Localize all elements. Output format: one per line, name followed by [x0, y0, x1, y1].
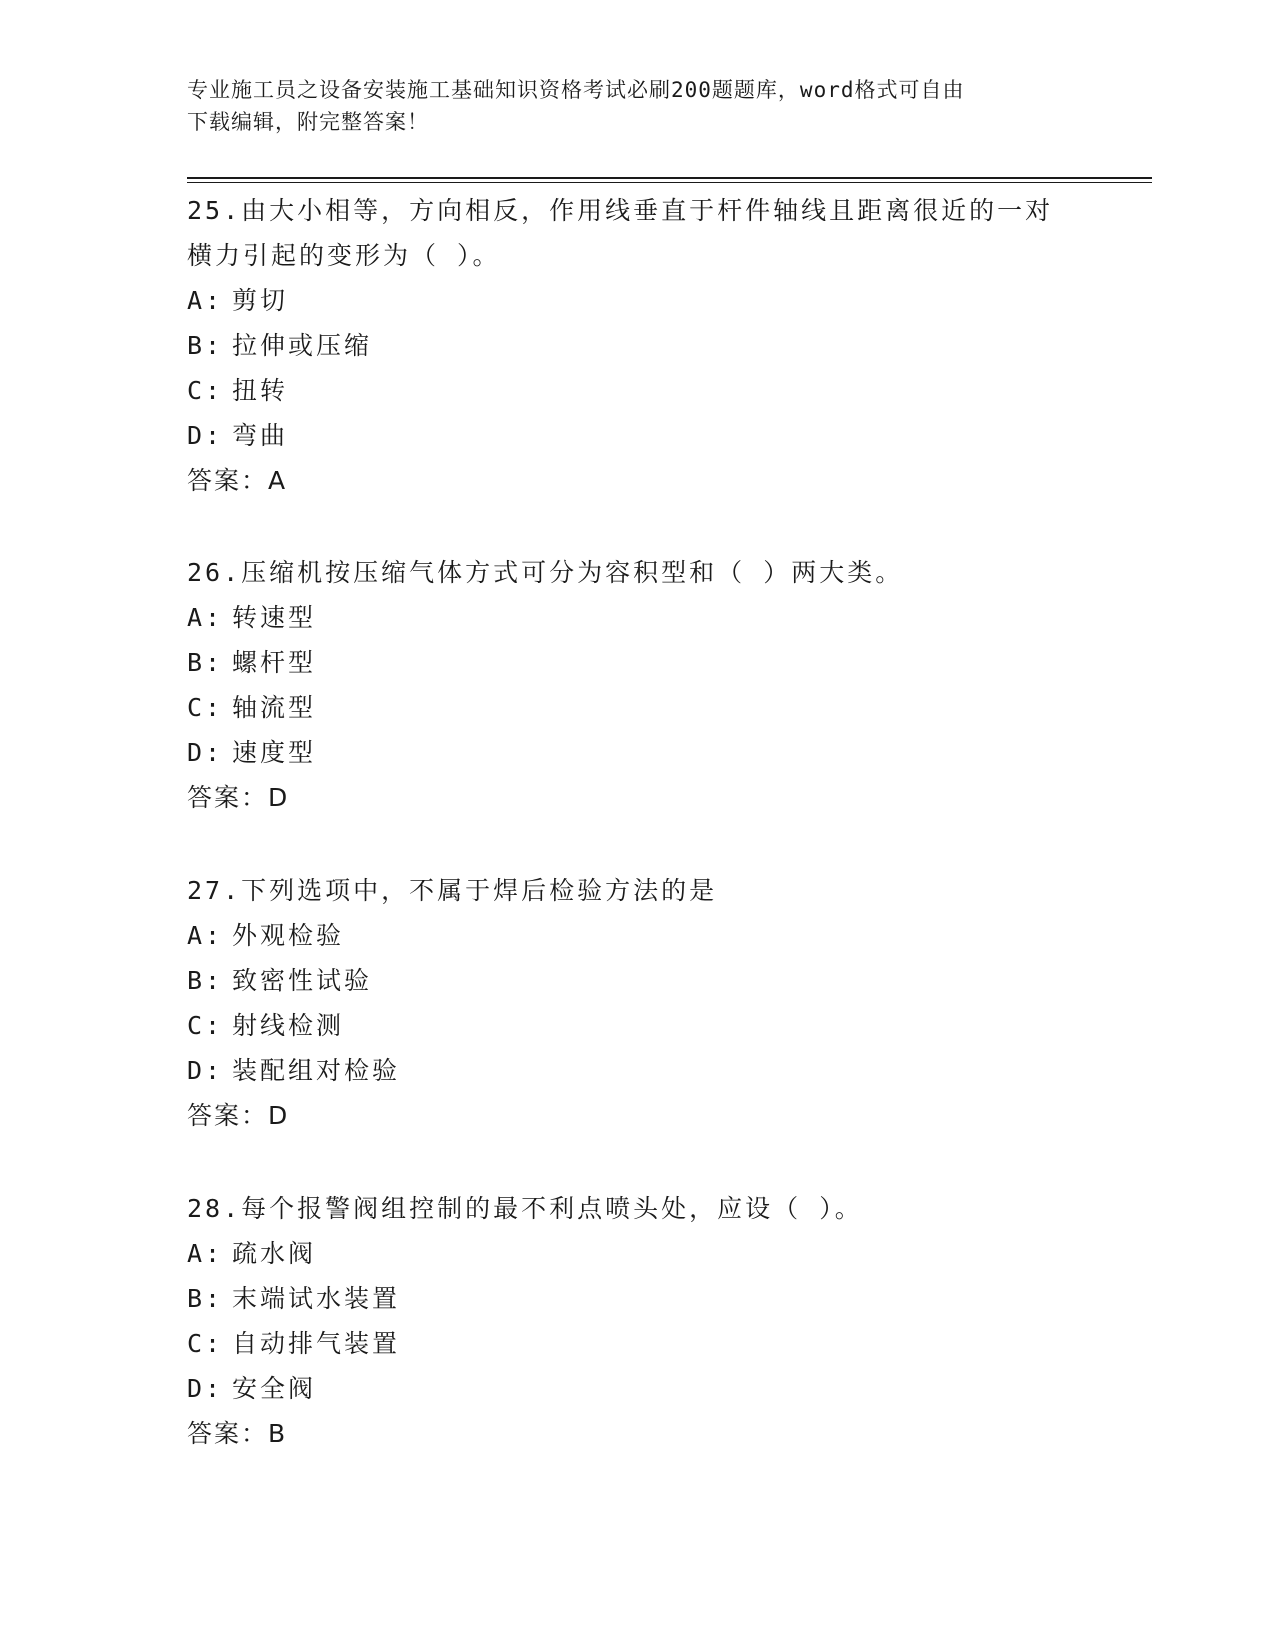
answer-line: 答案：A [187, 466, 288, 495]
question-stem-continued: 横力引起的变形为（ ）。 [187, 241, 501, 270]
option-a [187, 913, 1087, 958]
option-letter: D: [187, 1374, 224, 1403]
option-text: 疏水阀 [232, 1239, 317, 1268]
option-c [187, 1321, 1087, 1366]
option-letter: C: [187, 1011, 224, 1040]
option-text: 剪切 [232, 286, 289, 315]
option-letter: D: [187, 1056, 224, 1085]
option-text: 扭转 [232, 376, 289, 405]
option-b [187, 958, 1087, 1003]
question-stem: 26.压缩机按压缩气体方式可分为容积型和（ ）两大类。 [187, 558, 904, 587]
option-letter: B: [187, 331, 224, 360]
document-header [187, 74, 1087, 138]
question-stem: 25.由大小相等，方向相反，作用线垂直于杆件轴线且距离很近的一对 [187, 196, 1054, 225]
option-text: 转速型 [232, 603, 317, 632]
answer-line: 答案：B [187, 1419, 288, 1448]
option-letter: C: [187, 1329, 224, 1358]
option-letter: C: [187, 693, 224, 722]
header-line-1: 专业施工员之设备安装施工基础知识资格考试必刷200题题库，word格式可自由 [187, 78, 965, 102]
option-letter: A: [187, 921, 224, 950]
option-d [187, 1366, 1087, 1411]
option-text: 弯曲 [232, 421, 289, 450]
header-divider-thin [187, 182, 1152, 183]
option-letter: D: [187, 738, 224, 767]
option-text: 末端试水装置 [232, 1284, 401, 1313]
option-b [187, 1276, 1087, 1321]
question-27 [187, 868, 1087, 1138]
option-text: 致密性试验 [232, 966, 373, 995]
header-line-2: 下载编辑，附完整答案！ [187, 110, 429, 134]
option-text: 速度型 [232, 738, 317, 767]
option-c [187, 368, 1087, 413]
header-divider-thick [187, 177, 1152, 179]
option-a [187, 595, 1087, 640]
option-letter: C: [187, 376, 224, 405]
option-letter: B: [187, 648, 224, 677]
question-25 [187, 188, 1087, 503]
option-d [187, 1048, 1087, 1093]
option-letter: D: [187, 421, 224, 450]
option-text: 拉伸或压缩 [232, 331, 373, 360]
option-c [187, 1003, 1087, 1048]
option-a [187, 1231, 1087, 1276]
option-b [187, 640, 1087, 685]
option-text: 外观检验 [232, 921, 345, 950]
answer-line: 答案：D [187, 1101, 290, 1130]
option-b [187, 323, 1087, 368]
option-d [187, 413, 1087, 458]
option-text: 螺杆型 [232, 648, 317, 677]
option-text: 自动排气装置 [232, 1329, 401, 1358]
option-letter: B: [187, 1284, 224, 1313]
option-letter: A: [187, 603, 224, 632]
question-28 [187, 1186, 1087, 1456]
option-text: 轴流型 [232, 693, 317, 722]
option-letter: A: [187, 1239, 224, 1268]
option-d [187, 730, 1087, 775]
option-text: 装配组对检验 [232, 1056, 401, 1085]
question-stem: 28.每个报警阀组控制的最不利点喷头处，应设（ ）。 [187, 1194, 863, 1223]
option-text: 射线检测 [232, 1011, 345, 1040]
option-c [187, 685, 1087, 730]
option-letter: A: [187, 286, 224, 315]
answer-line: 答案：D [187, 783, 290, 812]
option-a [187, 278, 1087, 323]
question-26 [187, 550, 1087, 820]
option-text: 安全阀 [232, 1374, 317, 1403]
option-letter: B: [187, 966, 224, 995]
question-stem: 27.下列选项中，不属于焊后检验方法的是 [187, 876, 718, 905]
